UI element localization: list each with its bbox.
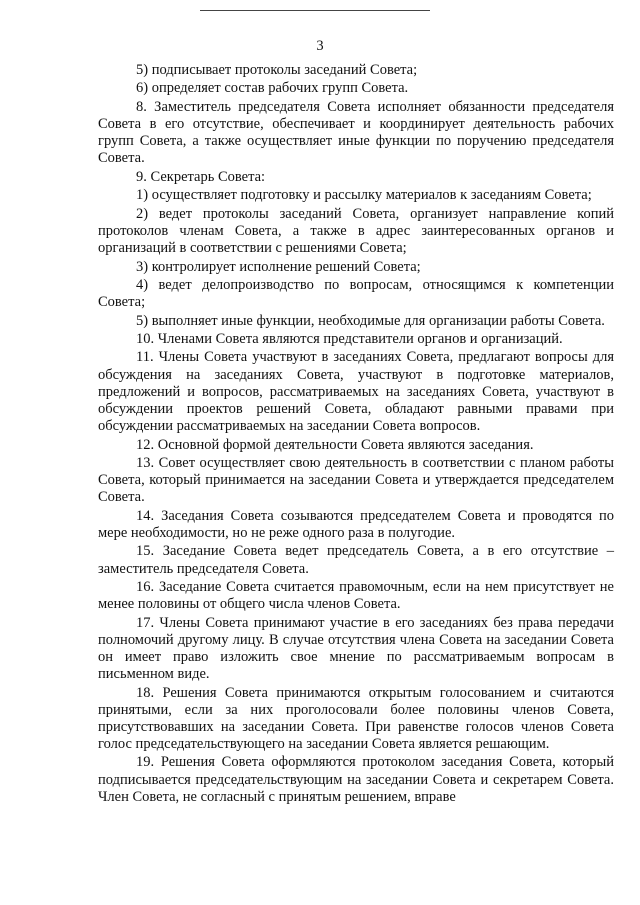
paragraph-9-item-2: 2) ведет протоколы заседаний Совета, организует направление копий протоколов членам Совета, а также в адрес заинтересованных органов и организаций в соответствии с решениями Совета; — [98, 205, 614, 257]
page-number: 3 — [316, 38, 324, 54]
paragraph-17-participation: 17. Члены Совета принимают участие в его заседаниях без права передачи полномочий другому лицу. В случае отсутствия члена Совета на заседании Совета он имеет право изложить свое мнение по рассматриваемым вопросам в письменном виде. — [98, 614, 614, 683]
document-body — [98, 62, 614, 807]
paragraph-9-item-4: 4) ведет делопроизводство по вопросам, относящимся к компетенции Совета; — [98, 276, 614, 311]
paragraph-9-secretary-heading: 9. Секретарь Совета: — [136, 168, 266, 185]
paragraph-15-chairing: 15. Заседание Совета ведет председатель Совета, а в его отсутствие – заместитель председателя Совета. — [98, 543, 614, 577]
paragraph-19-protocol: 19. Решения Совета оформляются протоколом заседания Совета, который подписывается председательствующим на заседании Совета и секретарем Совета. Член Совета, не согласный с принятым решением, вправе — [98, 754, 614, 805]
paragraph-9-item-3: 3) контролирует исполнение решений Совета; — [136, 258, 421, 275]
top-scan-rule — [200, 10, 430, 11]
paragraph-item-5-sign-protocols: 5) подписывает протоколы заседаний Совета; — [136, 62, 418, 78]
paragraph-12-meetings-form: 12. Основной формой деятельности Совета являются заседания. — [136, 436, 534, 453]
paragraph-9-item-1: 1) осуществляет подготовку и рассылку материалов к заседаниям Совета; — [136, 187, 592, 204]
paragraph-18-decisions: 18. Решения Совета принимаются открытым голосованием и считаются принятыми, если за них проголосовали более половины членов Совета, присутствовавших на заседании Совета. При равенстве голосов членов Совета голос председательствующего на заседании Совета является решающим. — [98, 684, 614, 752]
paragraph-10-members: 10. Членами Совета являются представители органов и организаций. — [136, 331, 563, 348]
paragraph-14-convening: 14. Заседания Совета созываются председателем Совета и проводятся по мере необходимости, но не реже одного раза в полугодие. — [98, 507, 614, 541]
paragraph-13-work-plan: 13. Совет осуществляет свою деятельность в соответствии с планом работы Совета, который принимается на заседании Совета и утверждается председателем Совета. — [98, 455, 614, 506]
paragraph-9-item-5: 5) выполняет иные функции, необходимые для организации работы Совета. — [136, 312, 605, 329]
paragraph-8-deputy-chairman: 8. Заместитель председателя Совета исполняет обязанности председателя Совета в его отсутствие, обеспечивает и координирует деятельность рабочих групп Совета, а также осуществляет иные функции по поручению председателя Совета. — [98, 98, 614, 167]
paragraph-11-member-rights: 11. Члены Совета участвуют в заседаниях Совета, предлагают вопросы для обсуждения на заседаниях Совета, участвуют в подготовке материалов, предложений и вопросов, рассматриваемых на заседаниях Совета, участвуют в обсуждении проектов решений Совета, обладают равными правами при обсуждении рассматриваемых на заседании Совета вопросов. — [98, 349, 614, 435]
paragraph-item-6-working-groups: 6) определяет состав рабочих групп Совета. — [136, 80, 409, 97]
paragraph-16-quorum: 16. Заседание Совета считается правомочным, если на нем присутствует не менее половины от общего числа членов Совета. — [98, 578, 614, 613]
